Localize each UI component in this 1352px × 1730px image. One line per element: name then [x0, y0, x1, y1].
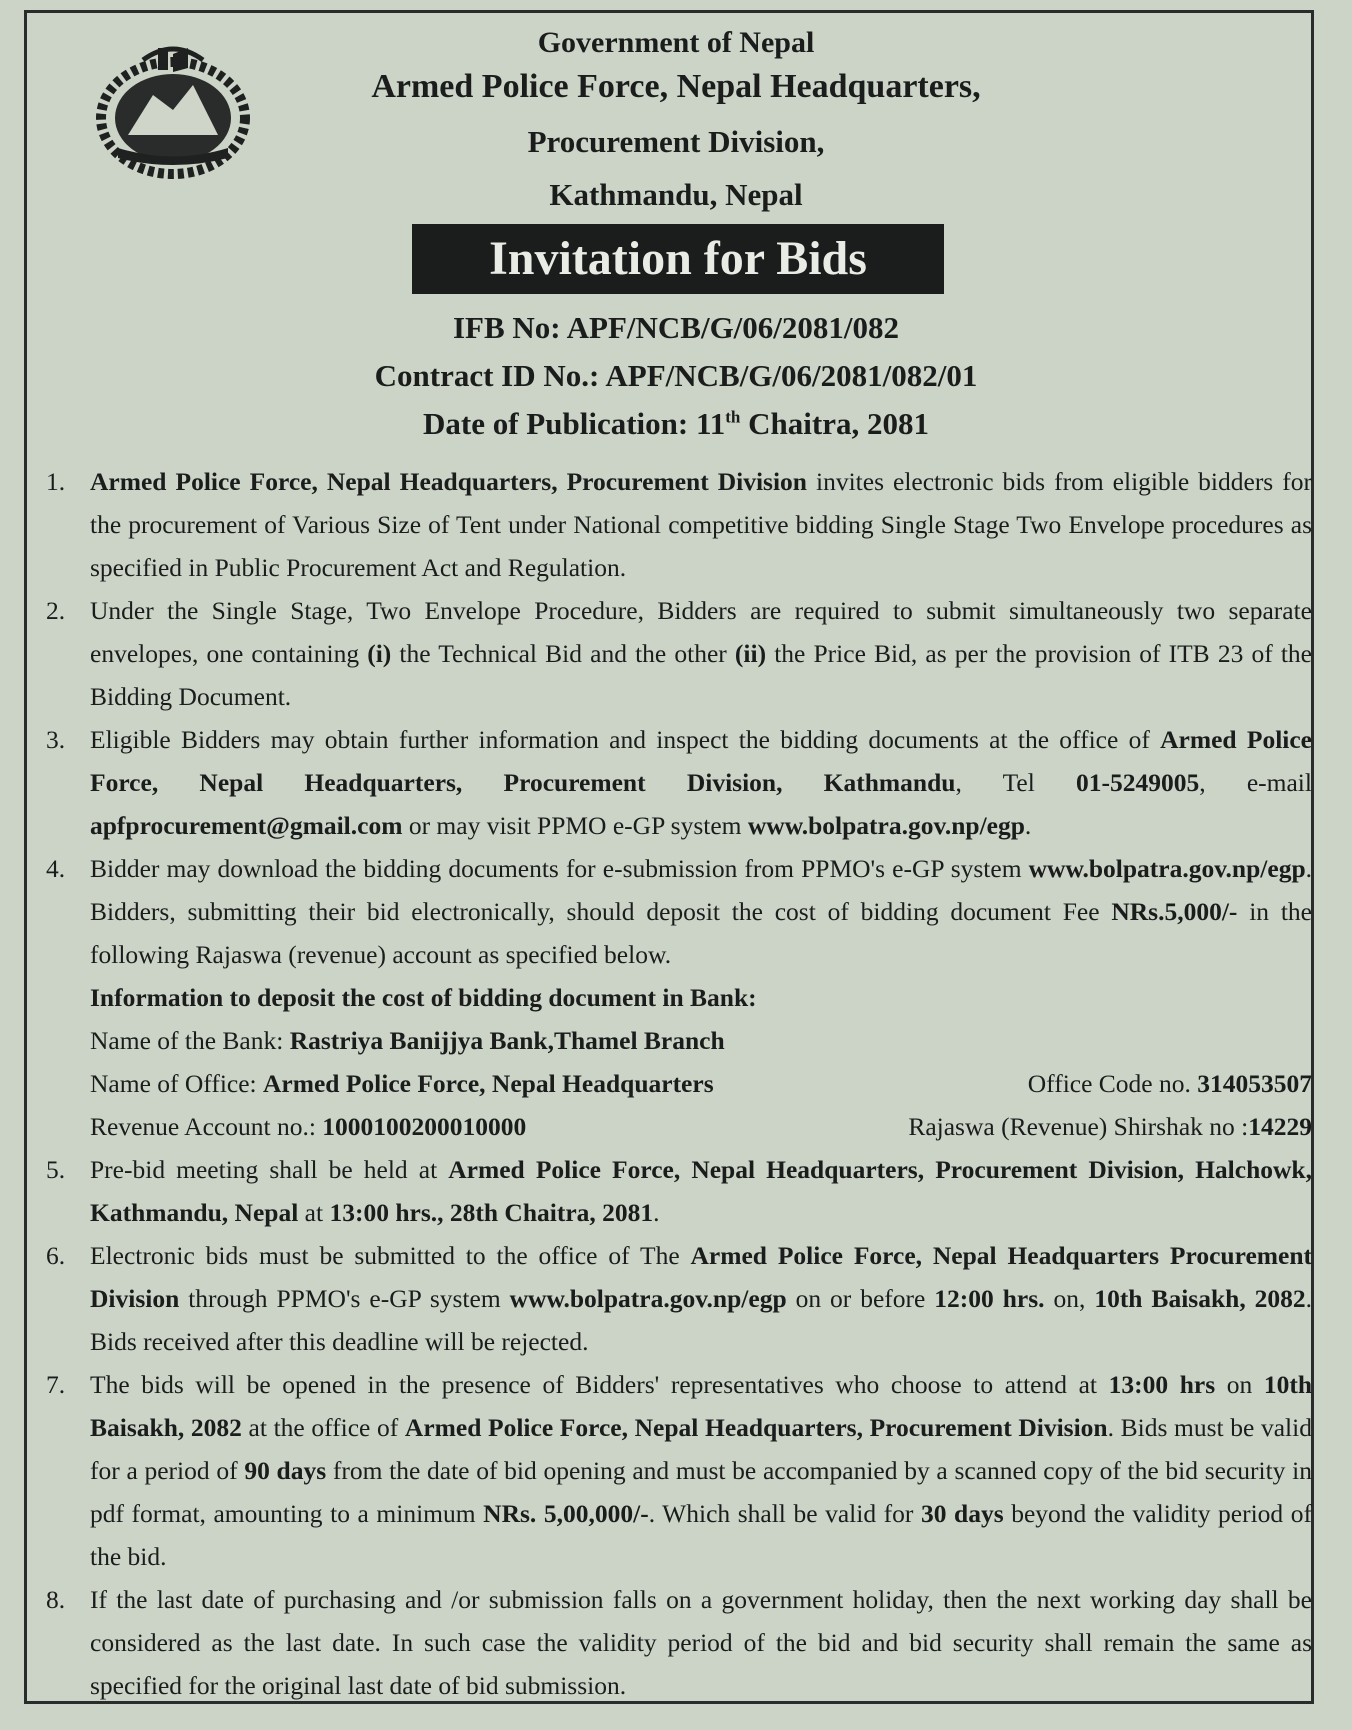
contract-id: Contract ID No.: APF/NCB/G/06/2081/082/01 — [374, 358, 978, 393]
notice-item — [46, 460, 1316, 589]
ifb-number: IFB No: APF/NCB/G/06/2081/082 — [452, 310, 900, 345]
item-number: 4. — [46, 854, 66, 883]
bank-info-heading: Information to deposit the cost of bidding document in Bank: — [90, 983, 757, 1012]
bank-name: Name of the Bank: Rastriya Banijjya Bank,Thamel Branch — [90, 1026, 725, 1055]
revenue-row: Revenue Account no.: 1000100200010000 Rajaswa (Revenue) Shirshak no :14229 — [90, 1112, 1312, 1141]
item-number: 6. — [46, 1241, 66, 1270]
item-number: 7. — [46, 1370, 66, 1399]
notice-item — [46, 589, 1316, 718]
office-row: Name of Office: Armed Police Force, Nepal Headquarters Office Code no. 314053507 — [90, 1069, 1312, 1098]
item-number: 3. — [46, 725, 66, 754]
division-title: Procurement Division, — [527, 124, 825, 159]
notice-items — [46, 460, 1316, 1707]
item-number: 5. — [46, 1155, 66, 1184]
notice-item — [46, 1363, 1316, 1578]
item-number: 1. — [46, 467, 66, 496]
notice-item — [46, 1148, 1316, 1234]
item-text: Pre-bid meeting shall be held at Armed Police Force, Nepal Headquarters, Procurement Division, Halchowk, Kathmandu, Nepal at 13:00 hrs., 28th Chaitra, 2081. — [90, 1155, 1312, 1227]
government-title: Government of Nepal — [537, 26, 815, 59]
item-number: 8. — [46, 1585, 66, 1614]
item-text: If the last date of purchasing and /or submission falls on a government holiday, then the next working day shall be considered as the last date. In such case the validity period of the bid and bid security shall remain the same as specified for the original last date of bid submission. — [90, 1585, 1312, 1700]
item-text: The bids will be opened in the presence of Bidders' representatives who choose to attend at 13:00 hrs on 10th Baisakh, 2082 at the office of Armed Police Force, Nepal Headquarters, Procurement Division. Bids must be valid for a period of 90 days from the date of bid opening and must be accompanied by a scanned copy of the bid security in pdf format, amounting to a minimum NRs. 5,00,000/-. Which shall be valid for 30 days beyond the validity period of the bid. — [90, 1370, 1313, 1571]
notice-item — [46, 847, 1316, 1148]
item-number: 2. — [46, 596, 66, 625]
item-text: Armed Police Force, Nepal Headquarters, Procurement Division invites electronic bids from eligible bidders for the procurement of Various Size of Tent under National competitive bidding Single Stage Two Envelope procedures as specified in Public Procurement Act and Regulation. — [90, 467, 1312, 582]
notice-item — [46, 718, 1316, 847]
item-text: Eligible Bidders may obtain further information and inspect the bidding documents at the office of Armed Police Force, Nepal Headquarters, Procurement Division, Kathmandu, Tel 01-5249005, e-mail apfprocurement@gmail.com or may visit PPMO e-GP system www.bolpatra.gov.np/egp. — [90, 725, 1312, 840]
notice-item — [46, 1234, 1316, 1363]
item-text: Bidder may download the bidding documents for e-submission from PPMO's e-GP system www.bolpatra.gov.np/egp. Bidders, submitting their bid electronically, should deposit the cost of bidding document Fee NRs.5,000/- in the following Rajaswa (revenue) account as specified below. — [90, 854, 1312, 969]
bank-info — [90, 976, 1312, 1148]
item-text: Electronic bids must be submitted to the office of The Armed Police Force, Nepal Headquarters Procurement Division through PPMO's e-GP system www.bolpatra.gov.np/egp on or before 12:00 hrs. on, 10th Baisakh, 2082. Bids received after this deadline will be rejected. — [90, 1241, 1313, 1356]
publication-date: Date of Publication: 11th Chaitra, 2081 — [423, 406, 929, 441]
item-text: Under the Single Stage, Two Envelope Procedure, Bidders are required to submit simultaneously two separate envelopes, one containing (i) the Technical Bid and the other (ii) the Price Bid, as per the provision of ITB 23 of the Bidding Document. — [90, 596, 1312, 711]
notice-item — [46, 1578, 1316, 1707]
organization-title: Armed Police Force, Nepal Headquarters, — [371, 68, 981, 105]
location-title: Kathmandu, Nepal — [549, 177, 803, 212]
notice-title-banner: Invitation for Bids — [412, 224, 944, 294]
